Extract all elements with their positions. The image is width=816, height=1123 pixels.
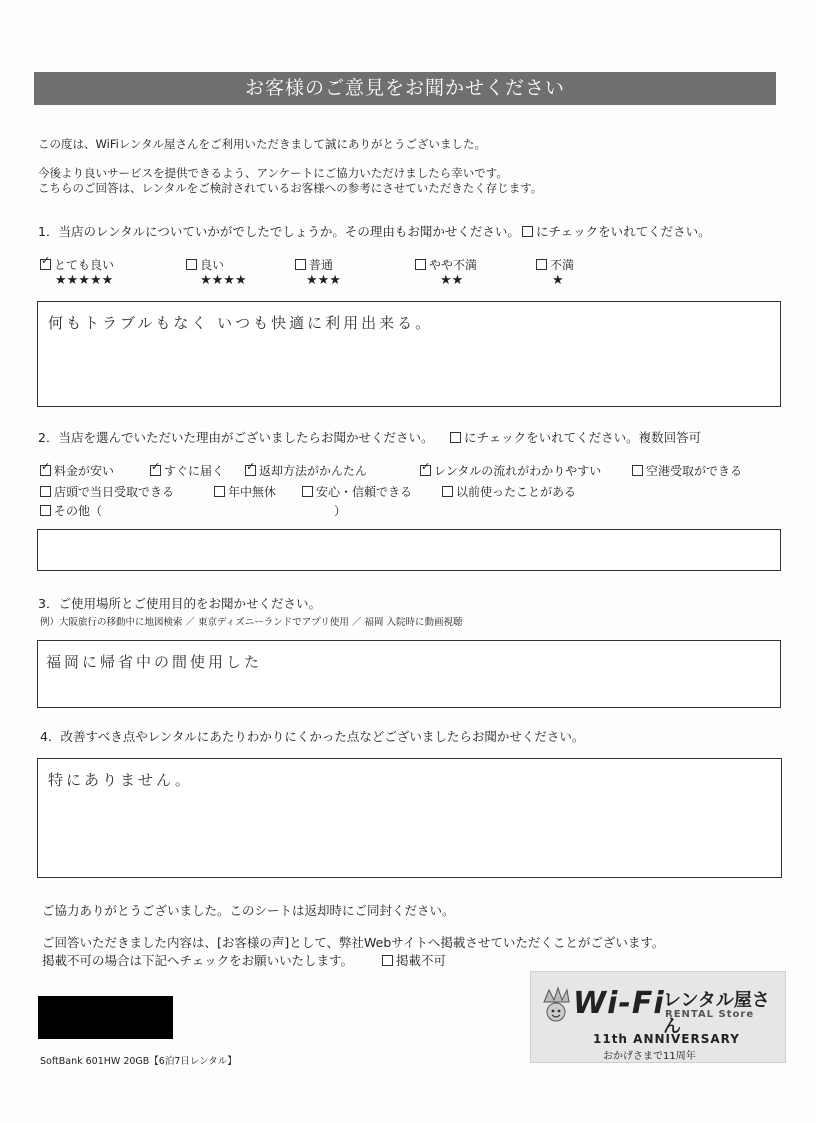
- optout-checkbox-option[interactable]: 掲載不可: [382, 951, 446, 969]
- checkbox[interactable]: [302, 486, 313, 497]
- logo-anniversary: 11th ANNIVERSARY: [593, 1032, 740, 1046]
- checkbox-checked[interactable]: [40, 465, 51, 476]
- q1-option-dissatisfied[interactable]: 不満: [536, 256, 574, 273]
- footer-publish-notice: ご回答いただきました内容は、[お客様の声]として、弊社Webサイトへ掲載させていただくことがございます。: [42, 935, 665, 950]
- q2-option-clear-flow[interactable]: ✓ レンタルの流れがわかりやすい: [420, 462, 601, 479]
- q4-answer-text: 特にありません。: [48, 771, 193, 789]
- intro-line-1: この度は、WiFiレンタル屋さんをご利用いただきまして誠にありがとうございました。: [38, 137, 487, 151]
- checkbox-checked[interactable]: [420, 465, 431, 476]
- q1-stars-2: ★★: [440, 273, 464, 288]
- q2-question: 2．当店を選んでいただいた理由がございましたらお聞かせください。: [38, 430, 434, 445]
- checkbox[interactable]: [382, 955, 393, 966]
- q1-answer-box[interactable]: [37, 301, 781, 407]
- intro-line-2: 今後より良いサービスを提供できるよう、アンケートにご協力いただけましたら幸いです。: [38, 166, 508, 180]
- q4-question: 4．改善すべき点やレンタルにあたりわかりにくかった点などございましたらお聞かせください。: [40, 729, 585, 744]
- checkbox-legend-icon: [522, 226, 533, 237]
- checkbox[interactable]: [40, 486, 51, 497]
- logo-anniversary-sub: おかげさまで11周年: [603, 1051, 696, 1062]
- q2-option-open-all-year[interactable]: 年中無休: [214, 483, 276, 500]
- intro-line-3: こちらのご回答は、レンタルをご検討されているお客様への参考にさせていただきたく存じます。: [38, 181, 543, 195]
- q4-answer-box[interactable]: [37, 758, 782, 878]
- footer-optout-text: 掲載不可の場合は下記へチェックをお願いいたします。: [42, 953, 354, 968]
- q1-question: 1．当店のレンタルについていかがでしたでしょうか。その理由もお聞かせください。: [38, 224, 520, 239]
- logo-rental-text: レンタル屋さん: [663, 990, 770, 1037]
- checkbox[interactable]: [632, 465, 643, 476]
- q2-option-used-before[interactable]: 以前使ったことがある: [442, 483, 576, 500]
- checkbox[interactable]: [214, 486, 225, 497]
- q1-answer-text: 何もトラブルもなく いつも快適に利用出来る。: [48, 314, 434, 332]
- checkbox[interactable]: [40, 505, 51, 516]
- logo-wifi-text: Wi-Fi: [573, 986, 665, 1021]
- crown-icon: [541, 984, 571, 1024]
- page-title: お客様のご意見をお聞かせください: [34, 72, 776, 105]
- checkbox[interactable]: [295, 259, 306, 270]
- q1-option-very-good[interactable]: ✓とても良い: [40, 256, 114, 273]
- q1-stars-5: ★★★★★: [55, 273, 114, 288]
- redacted-block: [38, 996, 173, 1039]
- q1-option-somewhat-dissatisfied[interactable]: やや不満: [415, 256, 477, 273]
- q2-option-easy-return[interactable]: ✓ 返却方法がかんたん: [245, 462, 367, 479]
- product-info: SoftBank 601HW 20GB【6泊7日レンタル】: [40, 1056, 237, 1067]
- q3-question: 3．ご使用場所とご使用目的をお聞かせください。: [38, 596, 321, 611]
- q2-option-fast-delivery[interactable]: ✓ すぐに届く: [150, 462, 224, 479]
- q1-instruction: にチェックをいれてください。: [522, 222, 711, 240]
- checkbox[interactable]: [442, 486, 453, 497]
- q1-option-normal[interactable]: 普通: [295, 256, 333, 273]
- checkbox[interactable]: [186, 259, 197, 270]
- q3-example: 例）大阪旅行の移動中に地図検索 ／ 東京ディズニーランドでアプリ使用 ／ 福岡 入院時に動画視聴: [40, 617, 463, 628]
- q2-option-cheap[interactable]: ✓料金が安い: [40, 462, 114, 479]
- checkbox-checked[interactable]: [150, 465, 161, 476]
- logo-store-text: RENTAL Store: [665, 1009, 755, 1020]
- q1-stars-4: ★★★★: [200, 273, 247, 288]
- q2-option-airport-pickup[interactable]: 空港受取ができる: [632, 462, 742, 479]
- checkbox[interactable]: [415, 259, 426, 270]
- checkbox-checked[interactable]: [245, 465, 256, 476]
- checkbox-legend-icon: [450, 432, 461, 443]
- q2-instruction: にチェックをいれてください。複数回答可: [450, 428, 701, 446]
- q3-answer-box[interactable]: [37, 640, 781, 708]
- q1-option-good[interactable]: 良い: [186, 256, 224, 273]
- q3-answer-text: 福岡に帰省中の間使用した: [46, 653, 263, 671]
- q2-option-trustworthy[interactable]: 安心・信頼できる: [302, 483, 412, 500]
- checkbox-checked[interactable]: [40, 259, 51, 270]
- q2-other-close-paren: ）: [334, 504, 347, 518]
- q2-option-other[interactable]: その他（: [40, 502, 102, 519]
- footer-thanks: ご協力ありがとうございました。このシートは返却時にご同封ください。: [42, 903, 455, 918]
- q2-option-same-day-store[interactable]: 店頭で当日受取できる: [40, 483, 174, 500]
- q1-stars-1: ★: [552, 273, 564, 288]
- q1-stars-3: ★★★: [306, 273, 341, 288]
- wifi-rental-logo: [530, 971, 786, 1063]
- q2-answer-box[interactable]: [37, 529, 781, 571]
- checkbox[interactable]: [536, 259, 547, 270]
